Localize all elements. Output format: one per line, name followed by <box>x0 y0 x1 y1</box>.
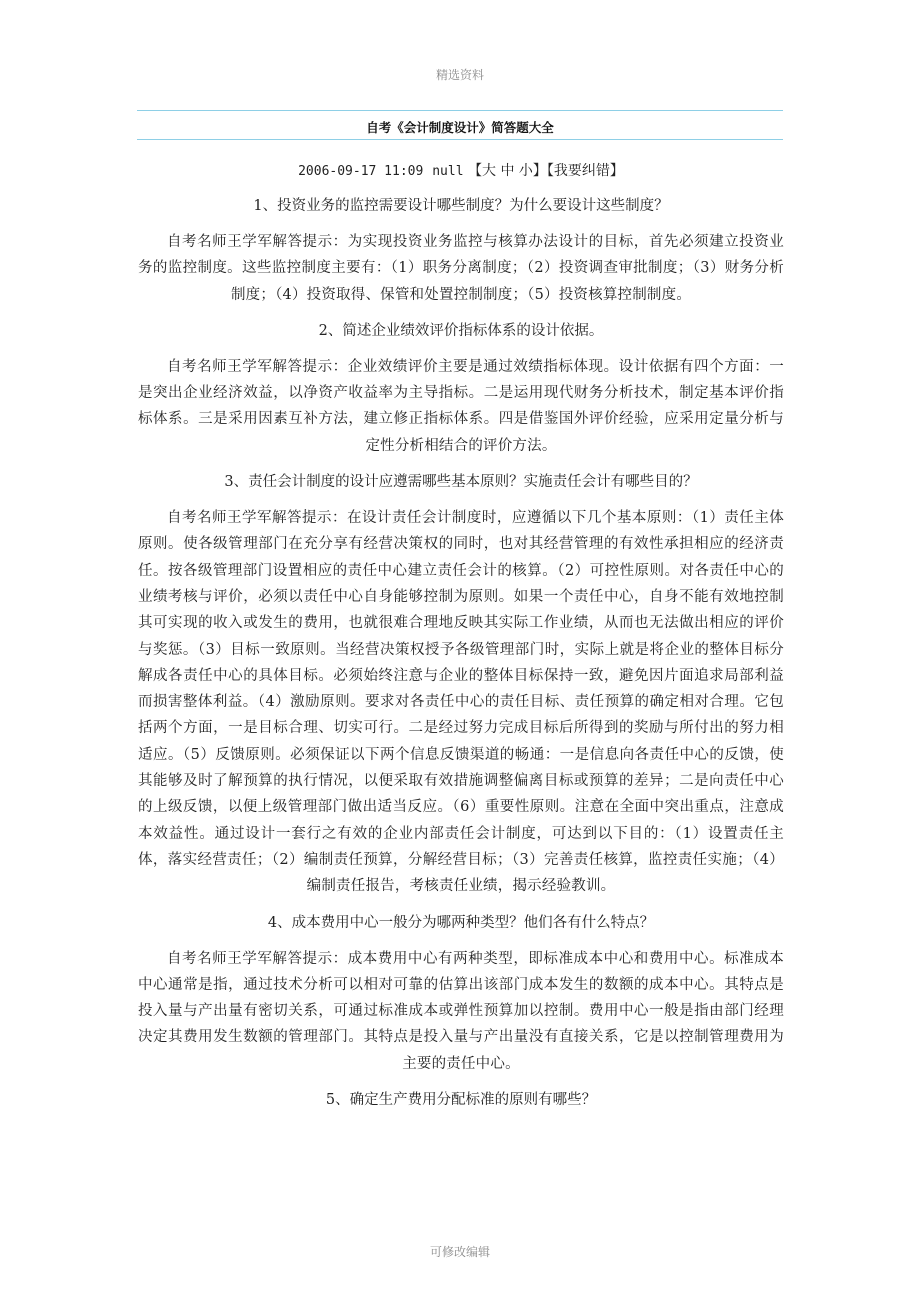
answer-4: 自考名师王学军解答提示：成本费用中心有两种类型，即标准成本中心和费用中心。标准成本中心通常是指，通过技术分析可以相对可靠的估算出该部门成本发生的数额的成本中心。其特点是投入量与产出量有密切关系，可通过标准成本或弹性预算加以控制。费用中心一般是指由部门经理决定其费用发生数额的管理部门。其特点是投入量与产出量没有直接关系，它是以控制管理费用为主要的责任中心。 <box>138 950 784 1072</box>
question-2: 2、简述企业绩效评价指标体系的设计依据。 <box>318 322 604 339</box>
answer-1: 自考名师王学军解答提示：为实现投资业务监控与核算办法设计的目标，首先必须建立投资业务的监控制度。这些监控制度主要有：（1）职务分离制度；（2）投资调查审批制度；（3）财务分析制度；（4）投资取得、保管和处置控制制度；（5）投资核算控制制度。 <box>138 234 784 303</box>
document-title: 自考《会计制度设计》简答题大全 <box>366 120 554 135</box>
footer-note: 可修改编辑 <box>429 1245 490 1259</box>
publish-date: 2006-09-17 11:09 <box>298 164 424 179</box>
header-note: 精选资料 <box>435 68 484 82</box>
title-rule-top <box>137 110 783 111</box>
meta-line <box>138 158 784 185</box>
answer-3: 自考名师王学军解答提示：在设计责任会计制度时，应遵循以下几个基本原则：（1）责任主体原则。使各级管理部门在充分享有经营决策权的同时，也对其经营管理的有效性承担相应的经济责任。按各级管理部门设置相应的责任中心建立责任会计的核算。（2）可控性原则。对各责任中心的业绩考核与评价，必须以责任中心自身能够控制为原则。如果一个责任中心，自身不能有效地控制其可实现的收入或发生的费用，也就很难合理地反映其实际工作业绩，从而也无法做出相应的评价与奖惩。（3）目标一致原则。当经营决策权授予各级管理部门时，实际上就是将企业的整体目标分解成各责任中心的具体目标。必须始终注意与企业的整体目标保持一致，避免因片面追求局部利益而损害整体利益。（4）激励原则。要求对各责任中心的责任目标、责任预算的确定相对合理。它包括两个方面，一是目标合理、切实可行。二是经过努力完成目标后所得到的奖励与所付出的努力相适应。（5）反馈原则。必须保证以下两个信息反馈渠道的畅通：一是信息向各责任中心的反馈，使其能够及时了解预算的执行情况，以便采取有效措施调整偏离目标或预算的差异；二是向责任中心的上级反馈，以便上级管理部门做出适当反应。（6）重要性原则。注意在全面中突出重点，注意成本效益性。通过设计一套行之有效的企业内部责任会计制度，可达到以下目的：（1）设置责任主体，落实经营责任；（2）编制责任预算，分解经营目标；（3）完善责任核算，监控责任实施；（4）编制责任报告，考核责任业绩，揭示经验教训。 <box>138 510 784 895</box>
answer-2: 自考名师王学军解答提示：企业效绩评价主要是通过效绩指标体现。设计依据有四个方面：一是突出企业经济效益，以净资产收益率为主导指标。二是运用现代财务分析技术，制定基本评价指标体系。三是采用因素互补方法，建立修正指标体系。四是借鉴国外评价经验，应采用定量分析与定性分析相结合的评价方法。 <box>138 358 784 454</box>
question-4: 4、成本费用中心一般分为哪两种类型？他们各有什么特点？ <box>267 914 655 931</box>
question-5: 5、确定生产费用分配标准的原则有哪些？ <box>325 1092 597 1109</box>
report-error-link[interactable]: 【我要纠错】 <box>546 163 624 179</box>
article-body <box>138 158 784 1123</box>
author-name: null <box>432 164 464 179</box>
font-size-links[interactable]: 【大 中 小】 <box>468 163 547 179</box>
question-3: 3、责任会计制度的设计应遵需哪些基本原则？实施责任会计有哪些目的？ <box>224 474 698 491</box>
question-1: 1、投资业务的监控需要设计哪些制度？为什么要设计这些制度？ <box>253 198 669 214</box>
title-rule-bottom <box>137 139 783 140</box>
